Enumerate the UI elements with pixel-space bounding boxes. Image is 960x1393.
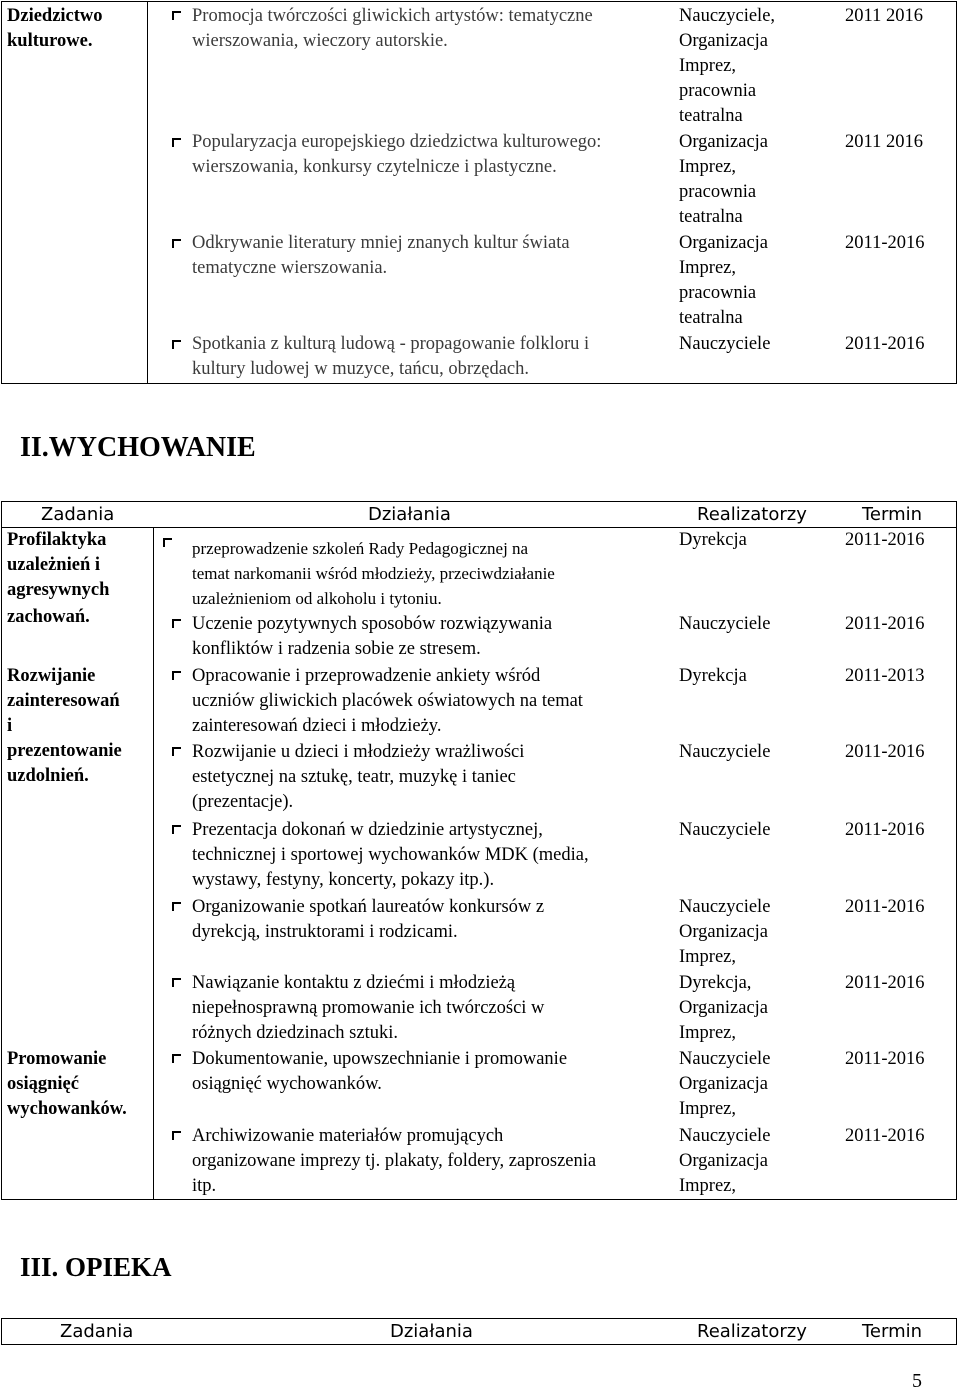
- table-border-bottom: [1, 1344, 957, 1345]
- realizator-line: Nauczyciele: [679, 1126, 771, 1146]
- column-header-realizatorzy: Realizatorzy: [697, 1321, 807, 1342]
- dzialanie-line: organizowane imprezy tj. plakaty, foldery, zaproszenia: [192, 1151, 597, 1171]
- zadanie-label-line: agresywnych: [7, 580, 110, 600]
- termin-value: 2011-2016: [845, 897, 925, 917]
- dzialanie-line: uczniów gliwickich placówek oświatowych na temat: [192, 691, 583, 711]
- table-border-left: [1, 501, 2, 1200]
- bullet-icon: [172, 138, 181, 147]
- termin-value: 2011-2016: [845, 1049, 925, 1069]
- realizator-line: Nauczyciele: [679, 897, 771, 917]
- dzialanie-line: Uczenie pozytywnych sposobów rozwiązywania: [192, 614, 553, 634]
- realizator-line: Organizacja: [679, 1074, 769, 1094]
- zadanie-label-line: kulturowe.: [7, 31, 93, 51]
- dzialanie-line: itp.: [192, 1176, 217, 1196]
- termin-value: 2011-2016: [845, 1126, 925, 1146]
- dzialanie-line: Opracowanie i przeprowadzenie ankiety wśród: [192, 666, 541, 686]
- dzialanie-line: Dokumentowanie, upowszechnianie i promowanie: [192, 1049, 568, 1069]
- zadanie-label-line: Promowanie: [7, 1049, 107, 1069]
- dzialanie-line: dyrekcją, instruktorami i rodzicami.: [192, 922, 458, 942]
- dzialanie-line: przeprowadzenie szkoleń Rady Pedagogicznej na: [192, 539, 529, 558]
- dzialanie-line: tematyczne wierszowania.: [192, 258, 388, 278]
- bullet-icon: [172, 1131, 181, 1140]
- table-border-right: [956, 501, 957, 1200]
- dzialanie-line: estetycznej na sztukę, teatr, muzykę i taniec: [192, 767, 516, 787]
- page-number: 5: [912, 1370, 922, 1392]
- zadanie-label-line: uzdolnień.: [7, 766, 89, 786]
- column-header-zadania: Zadania: [60, 1321, 134, 1342]
- column-header-termin: Termin: [862, 504, 923, 525]
- dzialanie-line: wystawy, festyny, koncerty, pokazy itp.).: [192, 870, 495, 890]
- dzialanie-line: Organizowanie spotkań laureatów konkursów z: [192, 897, 545, 917]
- realizator-line: Imprez,: [679, 56, 737, 76]
- termin-value: 2011-2016: [845, 233, 925, 253]
- realizator-line: Nauczyciele: [679, 614, 771, 634]
- dzialanie-line: Promocja twórczości gliwickich artystów: tematyczne: [192, 6, 593, 26]
- realizator-line: Imprez,: [679, 1176, 737, 1196]
- bullet-icon: [163, 538, 172, 547]
- realizator-line: pracownia: [679, 182, 757, 202]
- termin-value: 2011 2016: [845, 6, 923, 26]
- realizator-line: pracownia: [679, 283, 757, 303]
- table-header-divider: [1, 527, 957, 528]
- bullet-icon: [172, 340, 181, 349]
- termin-value: 2011-2016: [845, 614, 925, 634]
- dzialanie-line: (prezentacje).: [192, 792, 294, 812]
- realizator-line: Imprez,: [679, 947, 737, 967]
- dzialanie-line: różnych dziedzinach sztuki.: [192, 1023, 398, 1043]
- zadanie-label-line: uzależnień i: [7, 555, 101, 575]
- realizator-line: Organizacja: [679, 1151, 769, 1171]
- bullet-icon: [172, 11, 181, 20]
- realizator-line: Imprez,: [679, 1023, 737, 1043]
- zadanie-label-line: zachowań.: [7, 607, 90, 627]
- realizator-line: Dyrekcja: [679, 530, 747, 550]
- zadanie-label-line: Dziedzictwo: [7, 6, 103, 26]
- section-heading-wychowanie: II.WYCHOWANIE: [20, 432, 256, 463]
- realizator-line: Nauczyciele: [679, 334, 771, 354]
- dzialanie-line: kultury ludowej w muzyce, tańcu, obrzędach.: [192, 359, 529, 379]
- dzialanie-line: konfliktów i radzenia sobie ze stresem.: [192, 639, 481, 659]
- table-border-top: [1, 1, 957, 2]
- realizator-line: Dyrekcja: [679, 666, 747, 686]
- table-border-left: [1, 1318, 2, 1345]
- dzialanie-line: temat narkomanii wśród młodzieży, przeciwdziałanie: [192, 564, 555, 583]
- termin-value: 2011-2013: [845, 666, 925, 686]
- termin-value: 2011-2016: [845, 973, 925, 993]
- column-header-termin: Termin: [862, 1321, 923, 1342]
- bullet-icon: [172, 1054, 181, 1063]
- termin-value: 2011-2016: [845, 742, 925, 762]
- dzialanie-line: Odkrywanie literatury mniej znanych kultur świata: [192, 233, 570, 253]
- realizator-line: Organizacja: [679, 998, 769, 1018]
- zadanie-label-line: osiągnięć: [7, 1074, 79, 1094]
- dzialanie-line: wierszowania, konkursy czytelnicze i plastyczne.: [192, 157, 557, 177]
- realizator-line: Nauczyciele: [679, 742, 771, 762]
- realizator-line: Dyrekcja,: [679, 973, 752, 993]
- bullet-icon: [172, 747, 181, 756]
- dzialanie-line: Spotkania z kulturą ludową - propagowanie folkloru i: [192, 334, 590, 354]
- realizator-line: Imprez,: [679, 258, 737, 278]
- section-heading-opieka: III. OPIEKA: [20, 1252, 172, 1282]
- bullet-icon: [172, 825, 181, 834]
- dzialanie-line: wierszowania, wieczory autorskie.: [192, 31, 448, 51]
- column-header-zadania: Zadania: [41, 504, 115, 525]
- bullet-icon: [172, 619, 181, 628]
- realizator-line: Organizacja: [679, 132, 769, 152]
- realizator-line: Imprez,: [679, 157, 737, 177]
- realizator-line: Imprez,: [679, 1099, 737, 1119]
- dzialanie-line: Rozwijanie u dzieci i młodzieży wrażliwości: [192, 742, 525, 762]
- termin-value: 2011-2016: [845, 820, 925, 840]
- column-header-dzialania: Działania: [390, 1321, 473, 1342]
- realizator-line: Organizacja: [679, 922, 769, 942]
- table-border-top: [1, 501, 957, 502]
- dzialanie-line: technicznej i sportowej wychowanków MDK (media,: [192, 845, 589, 865]
- dzialanie-line: Nawiązanie kontaktu z dziećmi i młodzieżą: [192, 973, 516, 993]
- realizator-line: Nauczyciele: [679, 820, 771, 840]
- bullet-icon: [172, 671, 181, 680]
- realizator-line: Organizacja: [679, 233, 769, 253]
- dzialanie-line: Prezentacja dokonań w dziedzinie artystycznej,: [192, 820, 543, 840]
- table-column-divider: [153, 527, 154, 1200]
- zadanie-label-line: zainteresowań: [7, 691, 120, 711]
- realizator-line: teatralna: [679, 106, 743, 126]
- zadanie-label-line: wychowanków.: [7, 1099, 127, 1119]
- realizator-line: teatralna: [679, 308, 743, 328]
- table-column-divider: [147, 1, 148, 384]
- dzialanie-line: niepełnosprawną promowanie ich twórczości w: [192, 998, 545, 1018]
- realizator-line: Nauczyciele,: [679, 6, 776, 26]
- table-border-bottom: [1, 383, 957, 384]
- realizator-line: pracownia: [679, 81, 757, 101]
- dzialanie-line: Archiwizowanie materiałów promujących: [192, 1126, 504, 1146]
- bullet-icon: [172, 902, 181, 911]
- table-border-left: [1, 1, 2, 384]
- dzialanie-line: zainteresowań dzieci i młodzieży.: [192, 716, 442, 736]
- table-border-bottom: [1, 1199, 957, 1200]
- termin-value: 2011 2016: [845, 132, 923, 152]
- dzialanie-line: Popularyzacja europejskiego dziedzictwa kulturowego:: [192, 132, 602, 152]
- zadanie-label-line: i: [7, 716, 13, 736]
- table-border-right: [956, 1318, 957, 1345]
- table-border-right: [956, 1, 957, 384]
- table-border-top: [1, 1318, 957, 1319]
- dzialanie-line: osiągnięć wychowanków.: [192, 1074, 382, 1094]
- realizator-line: Nauczyciele: [679, 1049, 771, 1069]
- termin-value: 2011-2016: [845, 530, 925, 550]
- zadanie-label-line: prezentowanie: [7, 741, 122, 761]
- zadanie-label-line: Rozwijanie: [7, 666, 96, 686]
- bullet-icon: [172, 978, 181, 987]
- dzialanie-line: uzależnieniom od alkoholu i tytoniu.: [192, 589, 442, 608]
- realizator-line: Organizacja: [679, 31, 769, 51]
- realizator-line: teatralna: [679, 207, 743, 227]
- column-header-realizatorzy: Realizatorzy: [697, 504, 807, 525]
- column-header-dzialania: Działania: [368, 504, 451, 525]
- zadanie-label-line: Profilaktyka: [7, 530, 107, 550]
- bullet-icon: [172, 239, 181, 248]
- termin-value: 2011-2016: [845, 334, 925, 354]
